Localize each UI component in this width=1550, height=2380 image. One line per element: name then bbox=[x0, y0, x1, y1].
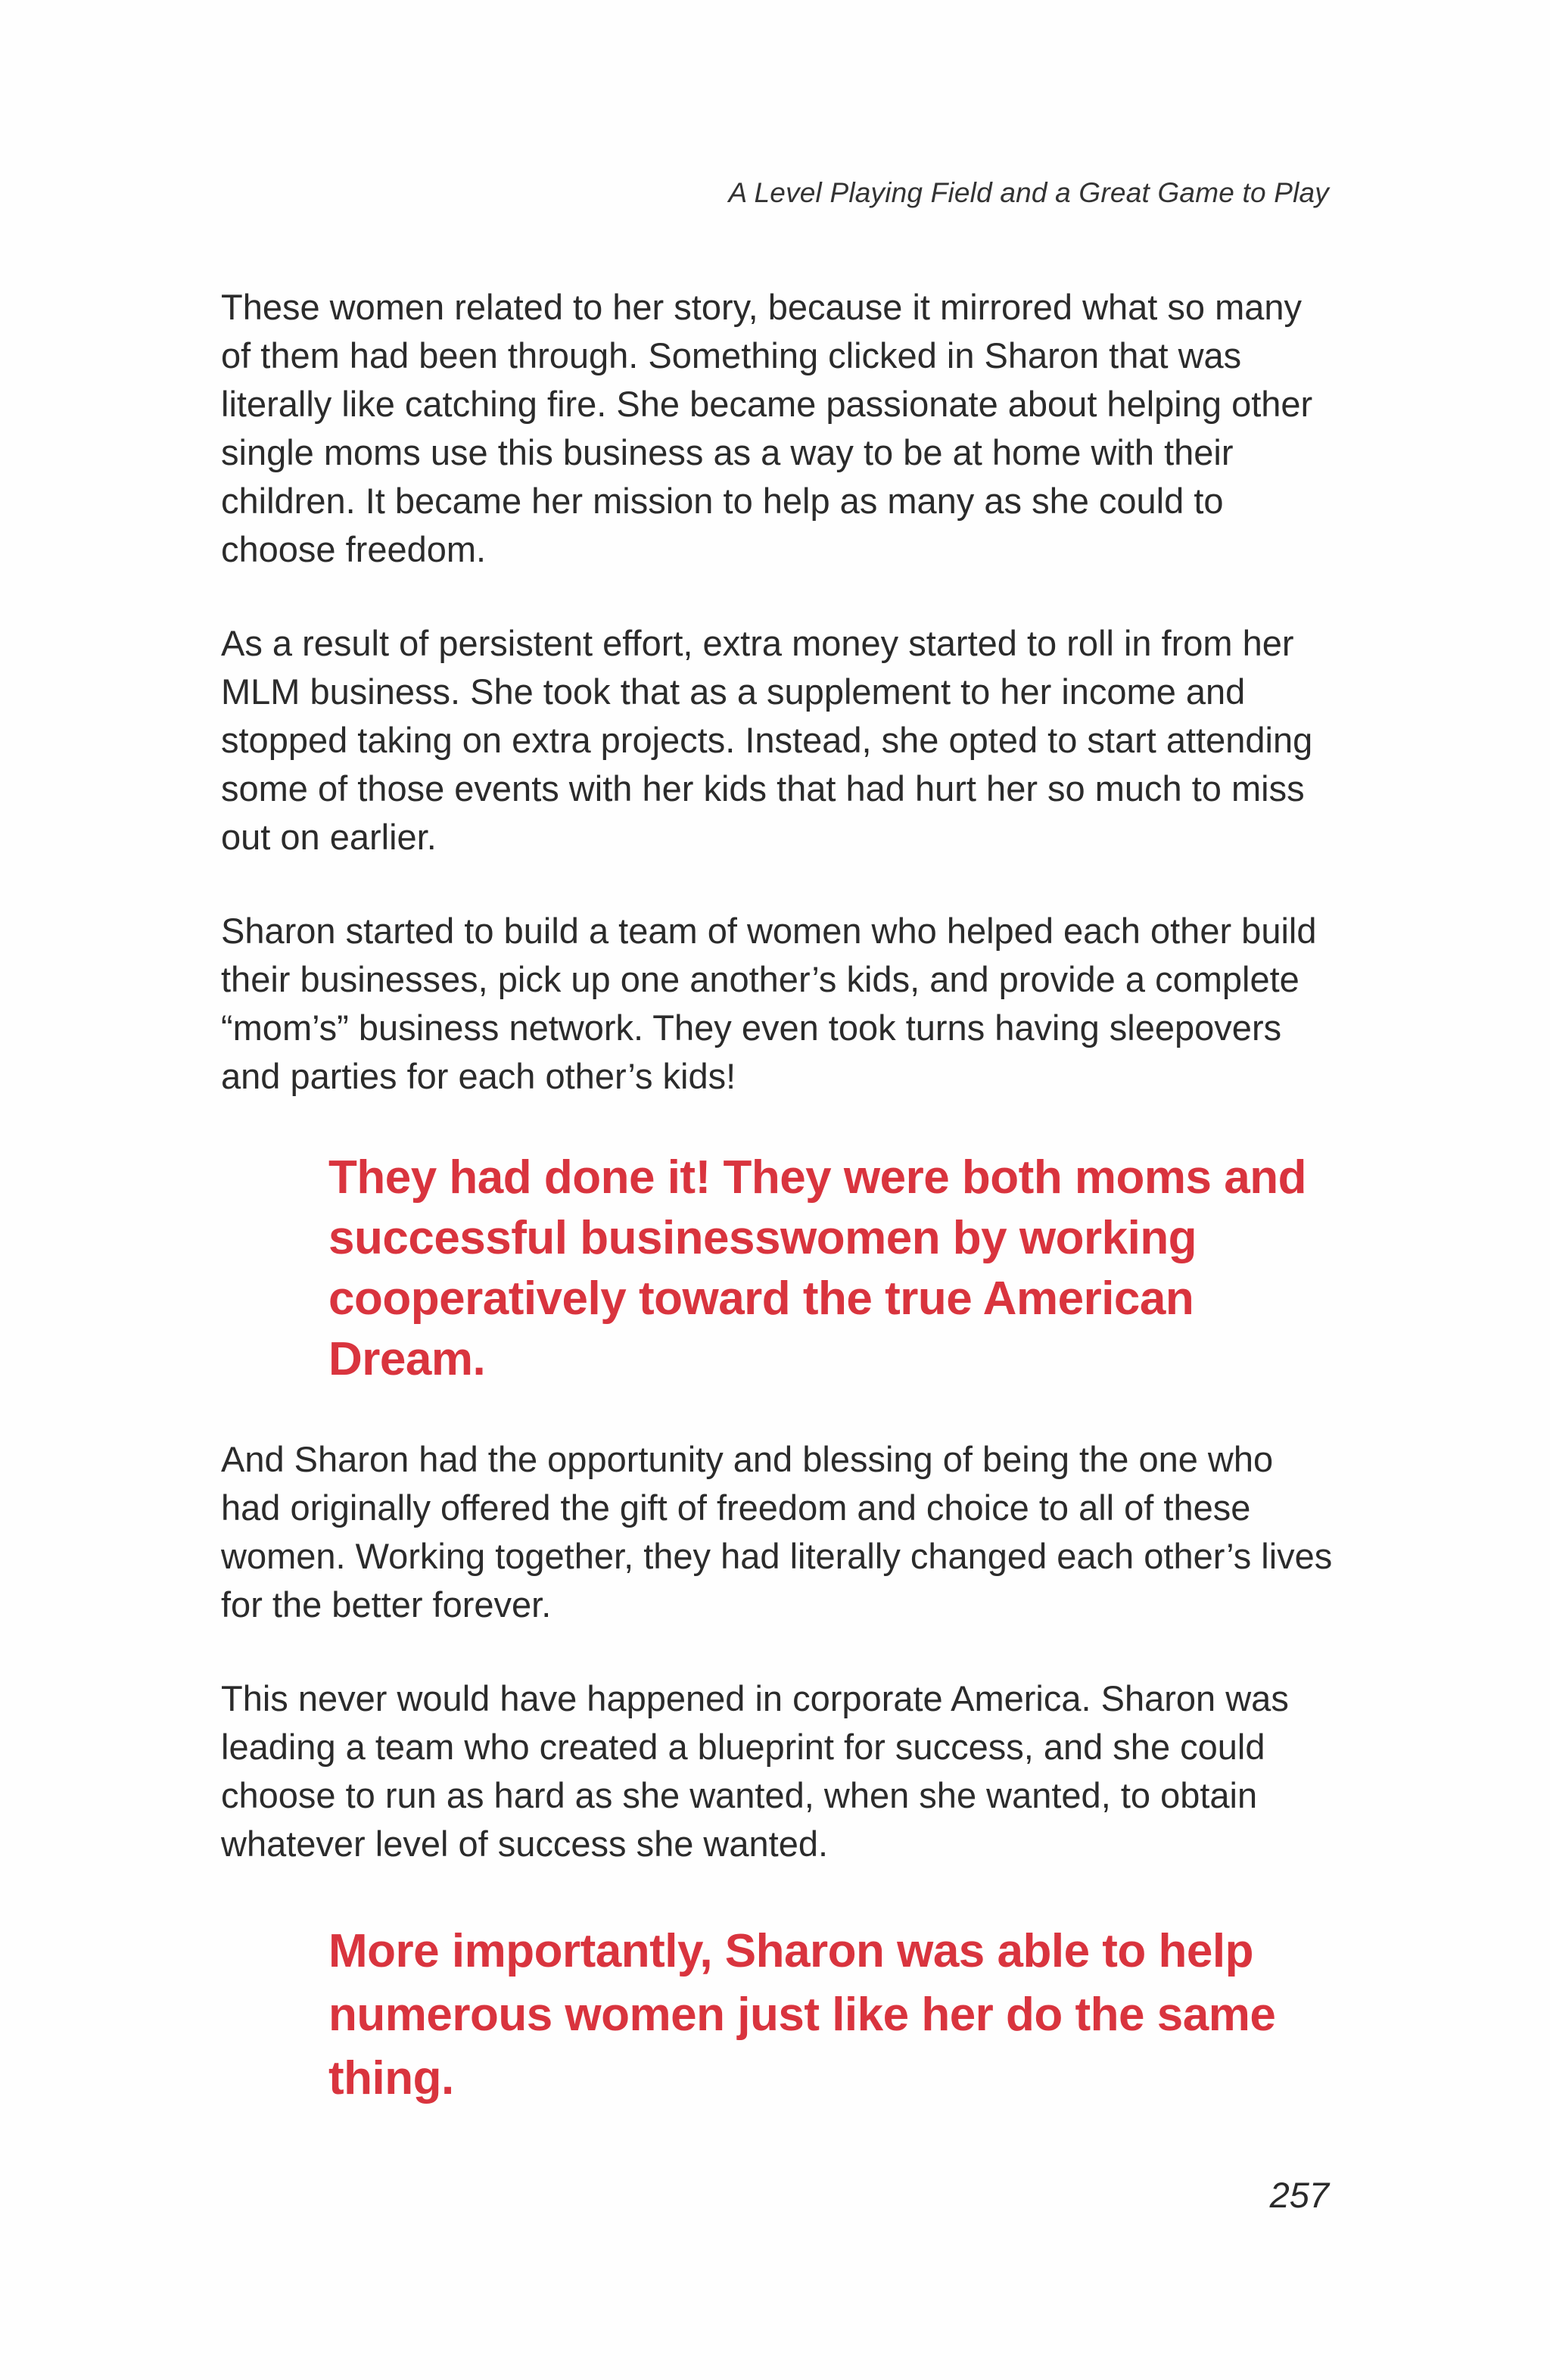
body-paragraph: These women related to her story, because it mirrored what so many of them had been through. Something clicked in Sharon that was literally like catching fire. She became passionate about helping other single moms use this business as a way to be at home with their children. It became her mission to help as many as she could to choose freedom. bbox=[221, 287, 1313, 569]
page-number: 257 bbox=[1269, 2175, 1329, 2215]
body-paragraph: And Sharon had the opportunity and blessing of being the one who had originally offered the gift of freedom and choice to all of these women. Working together, they had literally changed each other’s lives for the better forever. bbox=[221, 1439, 1333, 1625]
body-paragraph: Sharon started to build a team of women who helped each other build their businesses, pick up one another’s kids, and provide a complete “mom’s” business network. They even took turns having sleepovers and parties for each other’s kids! bbox=[221, 911, 1317, 1096]
pull-quote: They had done it! They were both moms and successful businesswomen by working cooperatively toward the true American Dream. bbox=[328, 1151, 1306, 1385]
body-paragraph: As a result of persistent effort, extra money started to roll in from her MLM business. She took that as a supplement to her income and stopped taking on extra projects. Instead, she opted to start attending some of those events with her kids that had hurt her so much to miss out on earlier. bbox=[221, 623, 1313, 857]
running-header: A Level Playing Field and a Great Game to Play bbox=[728, 177, 1329, 208]
pull-quote: More importantly, Sharon was able to help numerous women just like her do the same thing. bbox=[328, 1925, 1276, 2104]
body-paragraph: This never would have happened in corporate America. Sharon was leading a team who created a blueprint for success, and she could choose to run as hard as she wanted, when she wanted, to obtain whatever level of success she wanted. bbox=[221, 1678, 1289, 1864]
